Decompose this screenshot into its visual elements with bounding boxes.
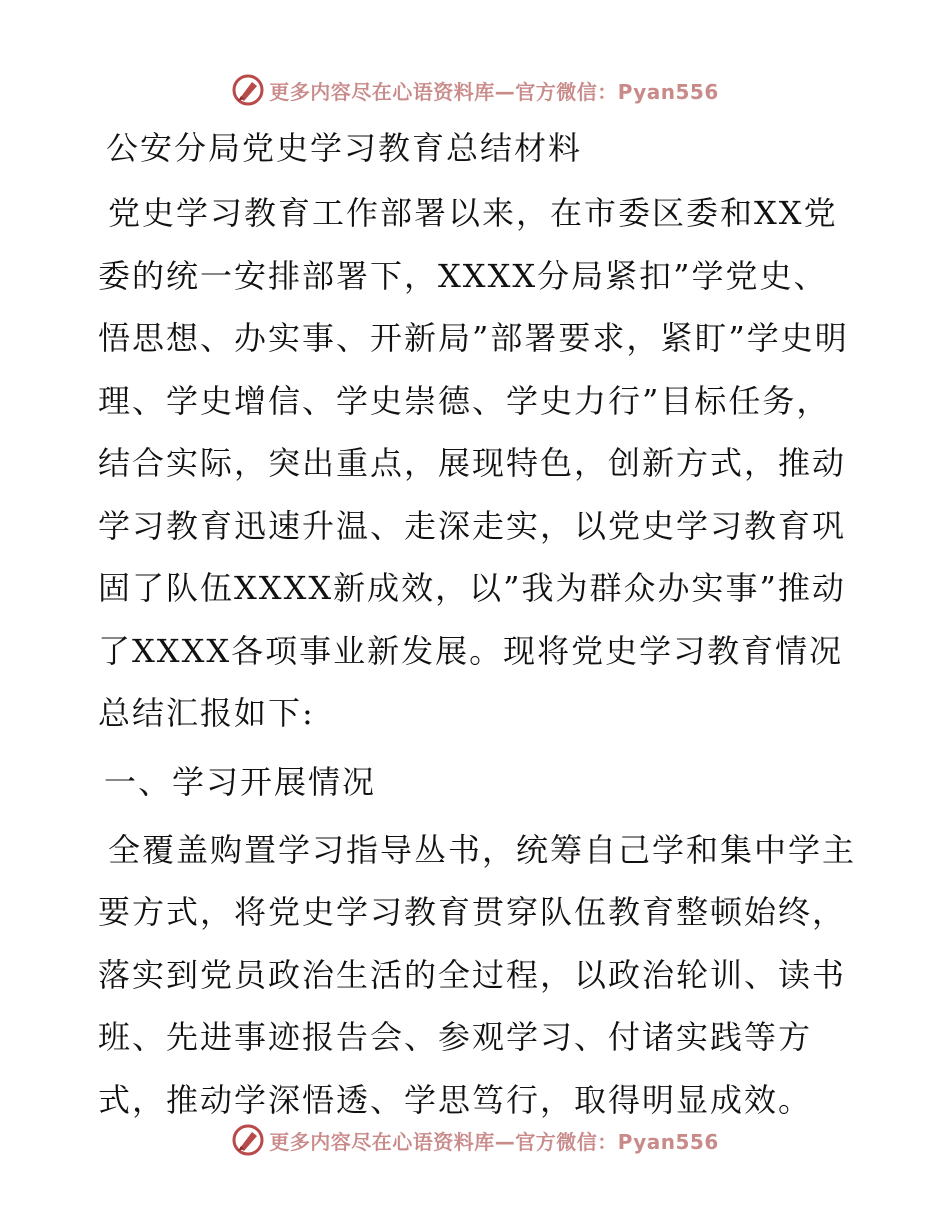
watermark-text: 更多内容尽在心语资料库—官方微信：Pyan556 [269,79,719,104]
watermark-header [0,70,950,110]
pen-nib-seal-icon [231,1123,265,1157]
intro-paragraph: 党史学习教育工作部署以来，在市委区委和XX党委的统一安排部署下，XXXX分局紧扣”学党史、悟思想、办实事、开新局”部署要求，紧盯”学史明理、学史增信、学史崇德、学史力行”目标任务，结合实际，突出重点，展现特色，创新方式，推动学习教育迅速升温、走深走实，以党史学习教育巩固了队伍XXXX新成效，以”我为群众办实事”推动了XXXX各项事业新发展。现将党史学习教育情况总结汇报如下: [98,194,849,732]
pen-nib-seal-icon [231,73,265,107]
document-body [98,120,858,1137]
document-title: 公安分局党史学习教育总结材料 [106,129,583,167]
section-paragraph: 全覆盖购置学习指导丛书，统筹自己学和集中学主要方式，将党史学习教育贯穿队伍教育整顿始终，落实到党员政治生活的全过程，以政治轮训、读书班、先进事迹报告会、参观学习、付诸实践等方式，推动学深悟透、学思笃行，取得明显成效。 [98,830,857,1119]
watermark-footer [0,1120,950,1160]
section-heading: 一、学习开展情况 [104,762,377,801]
watermark-text: 更多内容尽在心语资料库—官方微信：Pyan556 [269,1129,719,1154]
